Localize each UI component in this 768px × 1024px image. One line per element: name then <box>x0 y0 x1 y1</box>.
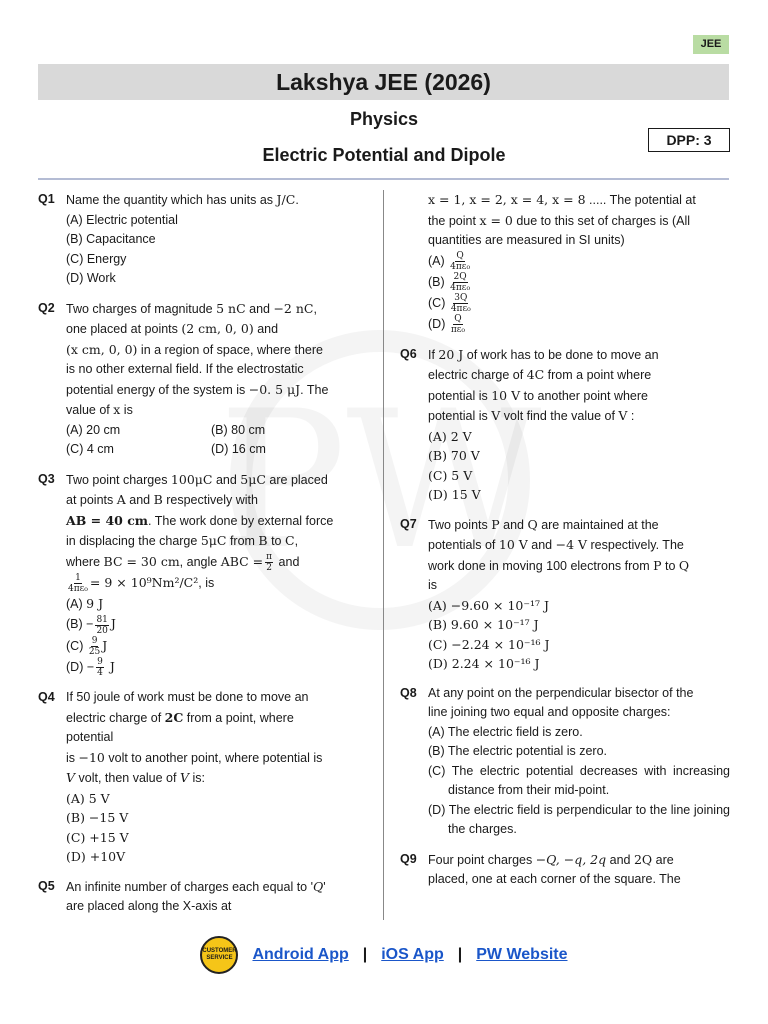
option-a: (A) 5 V <box>66 790 110 806</box>
fraction-denominator: 4πε₀ <box>450 282 471 293</box>
question-text: from a point where <box>544 368 652 382</box>
question-text: and <box>527 538 556 552</box>
math-expr: 5μC <box>240 471 266 487</box>
question-5 <box>38 877 368 917</box>
header-divider <box>38 178 729 180</box>
option-b: (B) 70 V <box>428 448 480 463</box>
question-text: Two points <box>428 517 492 532</box>
question-text: and <box>245 301 274 316</box>
question-number: Q5 <box>38 878 55 893</box>
customer-service-logo-icon <box>200 936 238 974</box>
option-b: (B) −15 V <box>66 810 129 826</box>
android-app-link[interactable]: Android App <box>252 946 349 963</box>
question-text: of work has to be done to move an <box>463 347 659 362</box>
question-6 <box>400 345 730 505</box>
option-c: (C) Energy <box>66 251 127 266</box>
question-text: , <box>294 534 299 548</box>
math-expr: Q <box>678 557 690 573</box>
question-text: If 50 joule of work must be done to move an <box>66 690 309 705</box>
question-7 <box>400 515 730 674</box>
question-8 <box>400 684 730 840</box>
option-d: (D) 16 cm <box>211 442 266 456</box>
math-expr: ABC = <box>220 553 264 569</box>
question-text: potential is <box>428 388 492 403</box>
math-expr: A <box>116 492 126 507</box>
question-text: . <box>295 193 299 207</box>
question-text: potential is <box>428 409 492 423</box>
question-text: from <box>226 534 259 548</box>
option-c: (C) 5 V <box>428 467 473 483</box>
question-number: Q1 <box>38 192 55 206</box>
fraction-denominator: 20 <box>96 625 108 636</box>
option-a <box>66 594 368 615</box>
question-text: is <box>428 578 438 592</box>
question-text: respectively with <box>162 493 258 507</box>
question-text: and <box>606 852 634 867</box>
question-text: are placed <box>265 472 328 487</box>
math-expr: V <box>66 770 76 786</box>
fraction-denominator: πε₀ <box>450 324 466 335</box>
option-label: (D) − <box>66 659 95 674</box>
fraction-numerator: π <box>266 551 273 562</box>
fraction <box>450 251 470 272</box>
option-c <box>66 636 368 657</box>
math-expr: V <box>618 408 628 423</box>
question-text: potentials of <box>428 538 499 552</box>
fraction-denominator: 4πε₀ <box>68 583 88 594</box>
math-expr: 9 J <box>86 595 104 611</box>
fraction <box>451 314 465 335</box>
math-expr: x <box>113 402 121 417</box>
option-b <box>66 614 368 635</box>
math-expr: J/C <box>276 192 296 207</box>
option-b: (B) 9.60 × 10⁻¹⁷ J <box>428 617 539 632</box>
fraction-numerator: Q <box>456 250 464 261</box>
question-number: Q2 <box>38 300 55 315</box>
question-9 <box>400 850 730 890</box>
question-text: are maintained at the <box>537 517 659 532</box>
question-text: ' <box>323 879 326 894</box>
fraction-numerator: 81 <box>96 614 108 625</box>
option-d: (D) The electric field is perpendicular to the line joining the charges. <box>428 802 730 836</box>
question-number: Q4 <box>38 690 55 705</box>
math-expr: V <box>491 408 501 423</box>
math-expr: BC = 30 cm <box>103 553 180 569</box>
footer-links <box>0 935 768 975</box>
option-a: (A) Electric potential <box>66 212 178 227</box>
question-text: Four point charges <box>428 852 536 867</box>
fraction <box>451 293 471 314</box>
fraction-denominator: 2 <box>266 562 272 573</box>
math-expr: −10 <box>78 749 105 765</box>
question-5-continued <box>400 190 730 335</box>
question-text: , angle <box>179 554 221 569</box>
option-d: (D) Work <box>66 271 116 285</box>
question-number: Q7 <box>400 516 417 531</box>
fraction <box>265 552 273 573</box>
question-text: and <box>212 472 241 487</box>
question-text: one placed at points <box>66 322 182 336</box>
option-b: (B) The electric potential is zero. <box>428 744 608 758</box>
fraction-numerator: 9 <box>91 635 98 646</box>
math-expr: x = 1, x = 2, x = 4, x = 8 <box>428 192 586 207</box>
math-expr: B <box>258 533 268 548</box>
question-text: in a region of space, where there <box>137 342 323 357</box>
math-expr: C <box>284 533 295 548</box>
question-text: ..... The potential at <box>585 193 696 207</box>
question-text: and <box>499 517 528 532</box>
question-text: volt to another point, where potential is <box>104 750 323 765</box>
question-number: Q9 <box>400 851 417 866</box>
question-text: An infinite number of charges each equal to ' <box>66 879 313 894</box>
math-expr: (x cm, 0, 0) <box>66 341 138 357</box>
math-expr: P <box>653 557 662 573</box>
question-text: due to this set of charges is (All <box>512 213 691 228</box>
question-text: electric charge of <box>428 368 527 382</box>
question-text: line joining two equal and opposite charges: <box>428 705 671 719</box>
question-text: At any point on the perpendicular bisector of the <box>428 685 694 700</box>
question-text: is no other external field. If the electrostatic <box>66 362 304 376</box>
fraction-numerator: Q <box>454 313 462 324</box>
dpp-label: DPP: 3 <box>648 128 730 152</box>
fraction-numerator: 3Q <box>454 292 468 303</box>
math-expr: = 9 × 10⁹Nm²/C² <box>89 574 199 590</box>
question-text: placed, one at each corner of the square. The <box>428 872 681 886</box>
option-a <box>428 251 730 272</box>
math-expr: 5μC <box>200 533 227 548</box>
fraction <box>89 636 100 657</box>
fraction-denominator: 4πε₀ <box>450 303 471 314</box>
math-expr: −Q, −q, 2q <box>535 851 607 867</box>
option-c <box>428 293 730 314</box>
question-text: from a point, where <box>183 710 294 725</box>
pw-website-link[interactable]: PW Website <box>476 946 568 963</box>
math-expr: 10 V <box>498 537 528 552</box>
math-expr: 2Q <box>633 851 653 867</box>
question-text: is <box>120 403 133 417</box>
question-number: Q3 <box>38 471 55 486</box>
fraction-numerator: 1 <box>75 572 81 583</box>
option-a: (A) −9.60 × 10⁻¹⁷ J <box>428 597 549 613</box>
question-number: Q6 <box>400 346 417 361</box>
topic-heading: Electric Potential and Dipole <box>262 145 506 165</box>
option-c: (C) The electric potential decreases with increasing distance from their mid-point. <box>428 763 730 797</box>
question-text: and <box>253 322 279 336</box>
question-number: Q8 <box>400 685 417 700</box>
question-3 <box>38 470 368 679</box>
question-text: in displacing the charge <box>66 534 201 548</box>
math-expr: 20 J <box>438 346 464 362</box>
fraction <box>450 272 470 293</box>
math-expr: x = 0 <box>479 212 513 228</box>
question-text: quantities are measured in SI units) <box>428 233 625 247</box>
question-text: to <box>267 534 285 548</box>
option-d: (D) +10V <box>66 849 126 865</box>
fraction <box>95 615 108 636</box>
question-text: and <box>125 493 154 507</box>
option-c: (C) +15 V <box>66 829 129 845</box>
fraction <box>68 573 88 594</box>
question-text: , is <box>198 575 215 590</box>
question-text: is: <box>189 771 205 786</box>
math-expr: 2C <box>164 709 184 725</box>
math-expr: 5 nC <box>216 300 246 316</box>
separator: | <box>362 946 368 963</box>
question-text: potential <box>66 730 114 745</box>
question-4 <box>38 688 368 867</box>
question-text: the point <box>428 213 480 228</box>
question-text: Two point charges <box>66 472 171 487</box>
option-a: (A) 2 V <box>428 428 472 444</box>
question-text: volt, then value of <box>75 771 180 786</box>
option-label: (C) <box>66 638 87 653</box>
question-text: value of <box>66 403 114 417</box>
math-expr: 4C <box>526 367 545 382</box>
logo-text: CUSTOMER SERVICE <box>202 948 237 961</box>
option-label: (B) − <box>66 617 94 632</box>
fraction <box>96 657 104 678</box>
option-a: (A) 20 cm <box>66 422 121 437</box>
options-grid <box>66 421 368 460</box>
question-text: at points <box>66 493 117 507</box>
math-expr: J <box>102 637 108 653</box>
math-expr: J <box>110 616 116 632</box>
question-2 <box>38 299 368 460</box>
math-expr: (2 cm, 0, 0) <box>181 321 254 336</box>
question-text: are <box>652 852 674 867</box>
option-label: (B) <box>428 274 449 289</box>
math-expr: AB = 40 cm <box>66 512 149 528</box>
fraction-denominator: 4 <box>97 668 103 679</box>
question-text: If <box>428 347 439 362</box>
question-text: Two charges of magnitude <box>66 301 217 316</box>
math-expr: 10 V <box>491 387 521 403</box>
math-expr: P <box>491 516 500 532</box>
question-text: where <box>66 554 104 569</box>
question-text: are placed along the X-axis at <box>66 899 232 914</box>
option-b: (B) Capacitance <box>66 232 156 246</box>
subject-heading: Physics <box>349 109 419 129</box>
question-text: Name the quantity which has units as <box>66 193 277 207</box>
question-text: to <box>661 558 679 573</box>
question-text: potential energy of the system is <box>66 382 249 397</box>
option-a: (A) The electric field is zero. <box>428 724 583 739</box>
fraction-denominator: 25 <box>88 646 101 657</box>
column-divider <box>383 190 384 920</box>
separator: | <box>457 946 463 963</box>
fraction-numerator: 9 <box>97 657 103 668</box>
math-expr: V <box>179 770 189 786</box>
page-title: Lakshya JEE (2026) <box>38 64 729 100</box>
option-c: (C) 4 cm <box>66 442 114 456</box>
option-b <box>428 272 730 293</box>
right-column <box>400 190 730 900</box>
left-column <box>38 190 368 927</box>
math-expr: −4 V <box>555 537 588 552</box>
question-text: volt find the value of <box>500 409 619 423</box>
question-text: , <box>313 301 317 316</box>
option-d: (D) 2.24 × 10⁻¹⁶ J <box>428 656 540 671</box>
ios-app-link[interactable]: iOS App <box>381 946 444 963</box>
question-text: electric charge of <box>66 710 165 725</box>
math-expr: Q <box>527 516 538 532</box>
question-text: work done in moving 100 electrons from <box>428 558 654 573</box>
question-text: and <box>275 554 300 569</box>
option-label: (A) <box>66 596 87 611</box>
math-expr: −0. 5 μJ <box>248 381 301 397</box>
option-label: (A) <box>428 253 449 268</box>
question-text: respectively. The <box>587 538 684 552</box>
fraction-numerator: 2Q <box>453 271 467 282</box>
math-expr: J <box>105 658 115 674</box>
option-c: (C) −2.24 × 10⁻¹⁶ J <box>428 636 550 652</box>
question-text: . The work done by external force <box>148 513 334 528</box>
option-d <box>66 657 368 678</box>
math-expr: −2 nC <box>273 300 314 316</box>
question-text: is <box>66 750 79 765</box>
option-label: (D) <box>428 316 449 331</box>
fraction-denominator: 4πε₀ <box>450 261 471 272</box>
question-text: to another point where <box>520 388 649 403</box>
math-expr: 100μC <box>170 471 213 487</box>
math-expr: B <box>153 492 163 507</box>
exam-badge: JEE <box>693 35 729 54</box>
option-b: (B) 80 cm <box>211 422 266 437</box>
option-d: (D) 15 V <box>428 487 481 502</box>
question-text: . The <box>300 382 329 397</box>
option-d <box>428 314 730 335</box>
math-expr: Q <box>313 878 324 894</box>
option-label: (C) <box>428 295 449 310</box>
question-1 <box>38 190 368 289</box>
question-text: : <box>627 409 635 423</box>
